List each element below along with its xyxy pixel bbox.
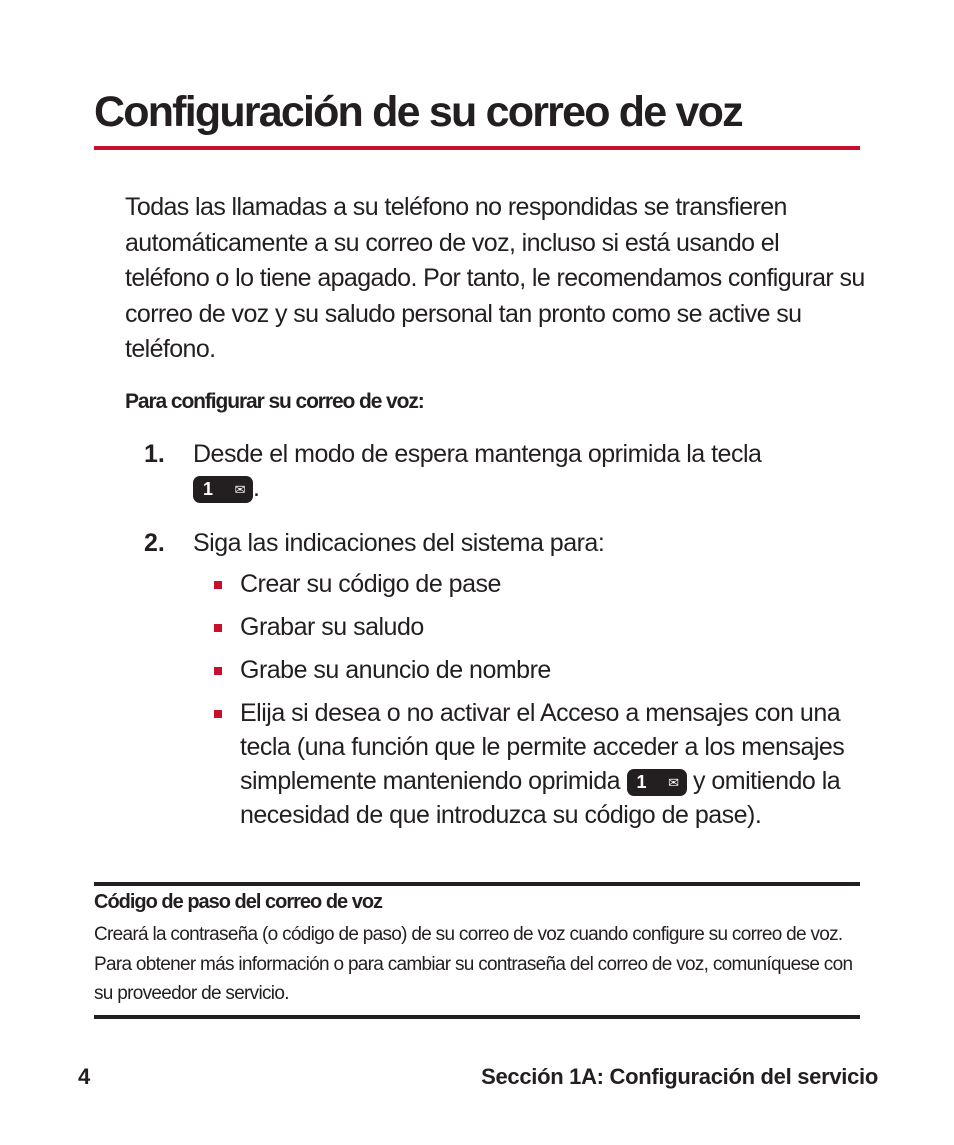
bullet-square-icon [214, 581, 222, 589]
bullet-square-icon [214, 710, 222, 718]
section-title: Sección 1A: Configuración del servicio [481, 1064, 878, 1089]
note-top-rule [94, 882, 860, 886]
key-label: 1 [636, 771, 647, 792]
list-item [214, 567, 854, 601]
step-1-label: Desde el modo de espera mantenga oprimida la tecla [193, 440, 762, 468]
note-bottom-rule [94, 1015, 860, 1019]
page-number: 4 [78, 1064, 91, 1089]
step-1-text [193, 437, 853, 505]
one-key [193, 476, 253, 503]
page-title: Configuración de su correo de voz [94, 88, 742, 136]
list-item [214, 696, 854, 832]
list-item-text: Grabe su anuncio de nombre [240, 656, 551, 684]
step-1-suffix: . [253, 474, 260, 502]
list-item-text-continued: y omitiendo la necesidad de que introduzca su código de pase). [240, 767, 841, 829]
envelope-icon: ✉ [234, 481, 245, 497]
bullet-square-icon [214, 667, 222, 675]
note-body: Creará la contraseña (o código de paso) de su correo de voz cuando configure su correo de voz. Para obtener más información o para cambiar su contraseña del correo de voz, comuníquese con su proveedor de servicio. [94, 924, 853, 1004]
step-1-number: 1. [144, 440, 165, 468]
step-2-number: 2. [144, 529, 165, 557]
procedure-heading: Para configurar su correo de voz: [125, 390, 424, 413]
title-underline [94, 146, 860, 150]
envelope-icon: ✉ [668, 774, 679, 790]
list-item [214, 653, 854, 687]
instruction-list [214, 567, 854, 841]
intro-paragraph: Todas las llamadas a su teléfono no respondidas se transfieren automáticamente a su correo de voz, incluso si está usando el teléfono o lo tiene apagado. Por tanto, le recomendamos configurar su correo de voz y su saludo personal tan pronto como se active su teléfono. [125, 193, 865, 363]
list-item-text: Elija si desea o no activar el Acceso a mensajes con una tecla (una función que le permite acceder a los mensajes simplemente manteniendo oprimida [240, 699, 845, 795]
step-2-text: Siga las indicaciones del sistema para: [193, 529, 605, 557]
note-title: Código de paso del correo de voz [94, 891, 383, 913]
list-item-text: Grabar su saludo [240, 613, 424, 641]
key-label: 1 [203, 478, 213, 499]
list-item-text: Crear su código de pase [240, 570, 501, 598]
list-item [214, 610, 854, 644]
one-key [627, 769, 687, 796]
bullet-square-icon [214, 624, 222, 632]
